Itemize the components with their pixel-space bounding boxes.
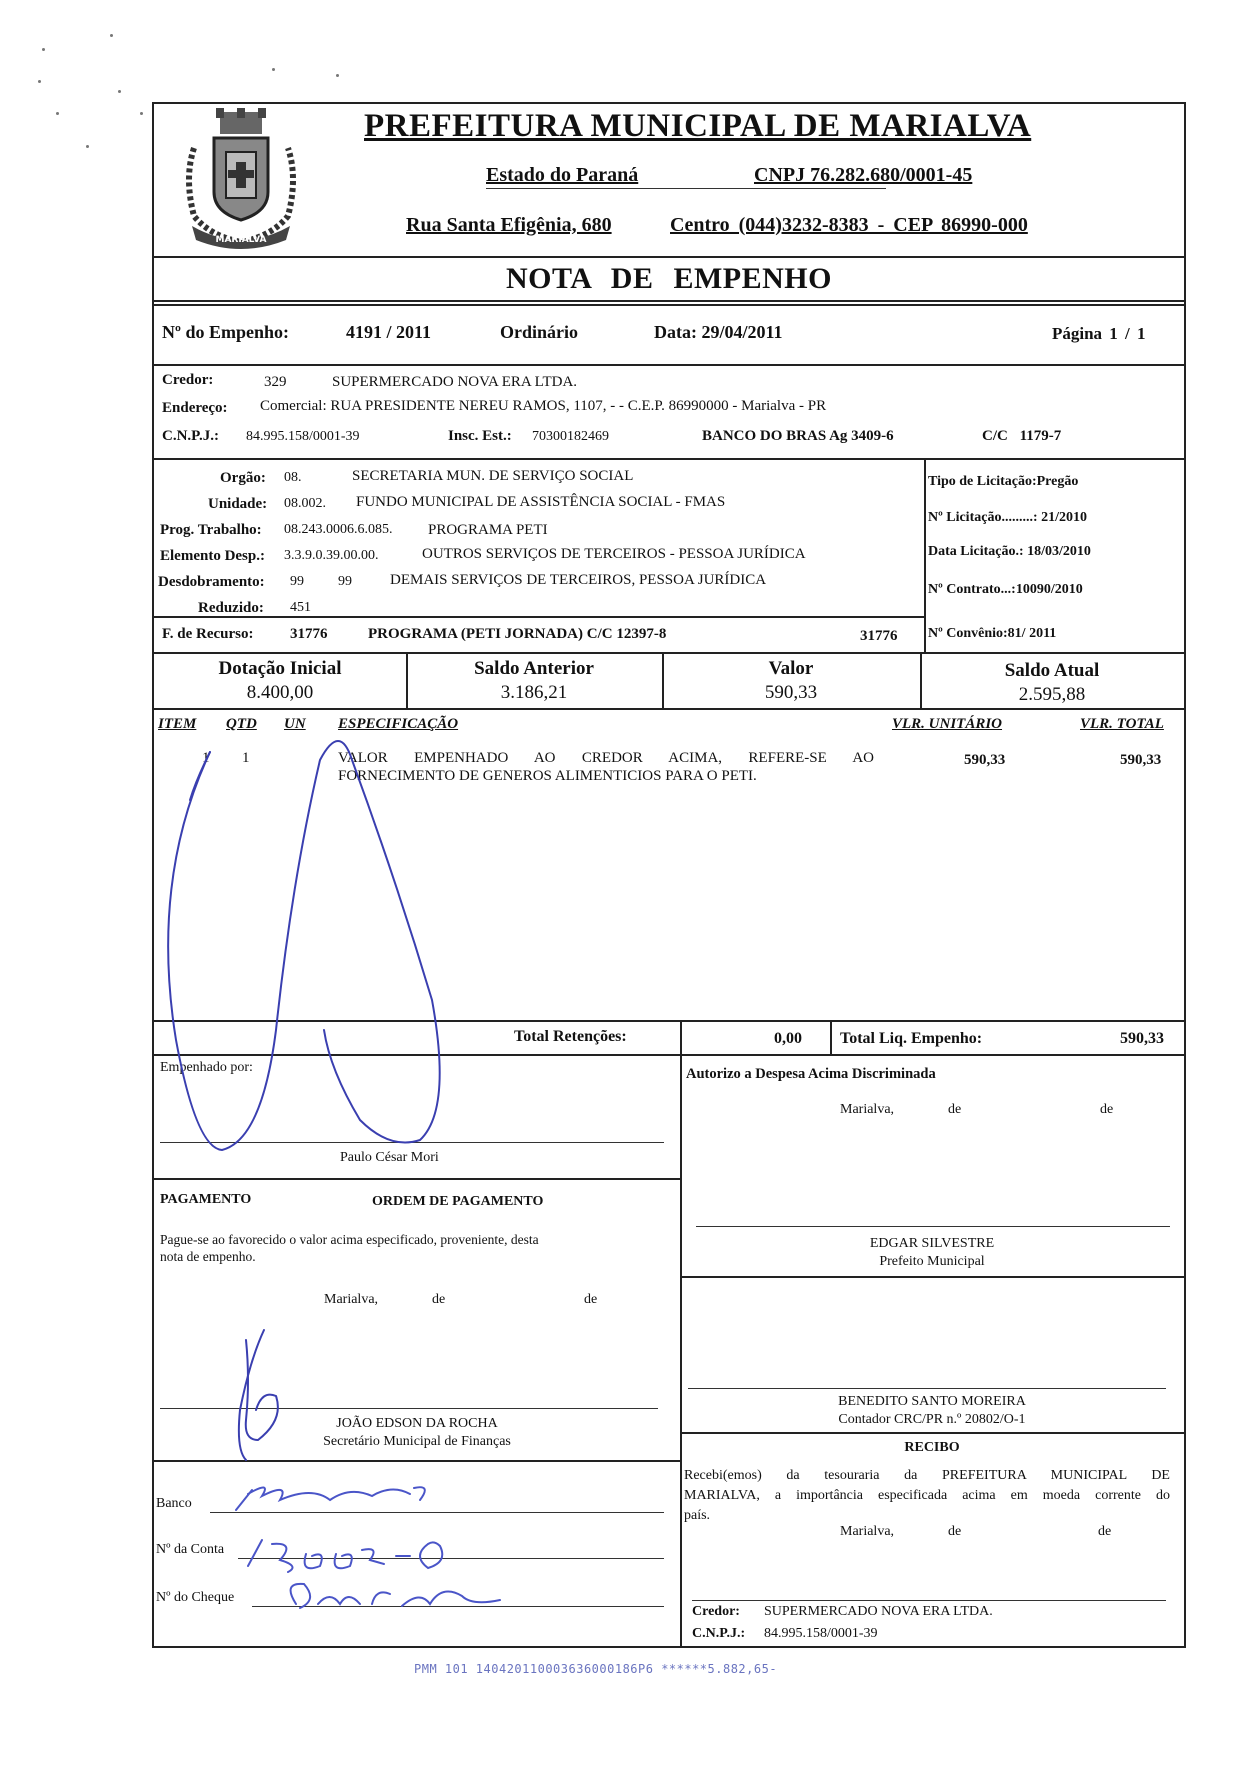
address-label: Endereço: [162, 400, 228, 416]
tipo-licitacao: Tipo de Licitação:Pregão [928, 474, 1079, 489]
recibo-credor-label: Credor: [692, 1604, 740, 1619]
autorizo-place: Marialva, [840, 1102, 895, 1117]
pagamento-text-line-2: nota de empenho. [160, 1249, 256, 1264]
desdobramento-code-a: 99 [290, 574, 304, 589]
fonte-recurso-code: 31776 [290, 626, 328, 642]
empenho-number: 4191 / 2011 [346, 322, 432, 342]
reduzido-label: Reduzido: [198, 600, 264, 616]
pagamento-de-2: de [584, 1292, 598, 1307]
footer-stamp: PMM 101 140420110003636000186P6 ******5.882,65- [414, 1662, 778, 1676]
item-number: 1 [202, 750, 210, 766]
unit-value-column-header: VLR. UNITÁRIO [892, 716, 1003, 732]
recibo-place: Marialva, [840, 1524, 895, 1539]
pagamento-label: PAGAMENTO [160, 1192, 252, 1207]
desdobramento-code-b: 99 [338, 574, 352, 589]
pagamento-place: Marialva, [324, 1292, 379, 1307]
pagamento-de-1: de [432, 1292, 446, 1307]
desdobramento-description: DEMAIS SERVIÇOS DE TERCEIROS, PESSOA JURÍDICA [390, 572, 767, 588]
municipality-address: Rua Santa Efigênia, 680 [406, 214, 612, 236]
elemento-description: OUTROS SERVIÇOS DE TERCEIROS - PESSOA JURÍDICA [422, 546, 806, 562]
saldo-anterior-value: 3.186,21 [500, 682, 568, 703]
recibo-text-line-3: país. [684, 1508, 711, 1523]
data-licitacao: Data Licitação.: 18/03/2010 [928, 544, 1091, 559]
secretary-role: Secretário Municipal de Finanças [323, 1434, 511, 1449]
total-retencoes-label: Total Retenções: [514, 1028, 627, 1045]
bank-account: C/C 1179-7 [982, 428, 1062, 444]
banco-label: Banco [156, 1496, 192, 1511]
conta-label: Nº da Conta [156, 1542, 225, 1557]
empenho-type: Ordinário [500, 322, 579, 342]
recibo-credor-name: SUPERMERCADO NOVA ERA LTDA. [764, 1604, 993, 1619]
item-unit-value: 590,33 [964, 752, 1006, 768]
bank-info: BANCO DO BRAS Ag 3409-6 [702, 428, 894, 444]
recibo-de-1: de [948, 1524, 962, 1539]
programa-description: PROGRAMA PETI [428, 522, 548, 538]
saldo-atual-label: Saldo Atual [1004, 660, 1100, 681]
item-specification-line-2: FORNECIMENTO DE GENEROS ALIMENTICIOS PARA O PETI. [338, 768, 757, 784]
autorizo-de-2: de [1100, 1102, 1114, 1117]
fonte-recurso-code-2: 31776 [860, 628, 898, 644]
saldo-anterior-label: Saldo Anterior [474, 658, 594, 679]
mayor-role: Prefeito Municipal [879, 1254, 985, 1269]
total-value-column-header: VLR. TOTAL [1080, 716, 1164, 732]
autorizo-label: Autorizo a Despesa Acima Discriminada [686, 1066, 936, 1082]
total-liquido-label: Total Liq. Empenho: [840, 1030, 983, 1047]
orgao-description: SECRETARIA MUN. DE SERVIÇO SOCIAL [352, 468, 634, 484]
dotacao-value: 8.400,00 [246, 682, 314, 703]
empenhado-name: Paulo César Mori [340, 1150, 439, 1165]
dotacao-label: Dotação Inicial [218, 658, 342, 679]
document-title: NOTA DE EMPENHO [506, 262, 832, 295]
secretary-name: JOÃO EDSON DA ROCHA [336, 1416, 498, 1431]
autorizo-de-1: de [948, 1102, 962, 1117]
unidade-description: FUNDO MUNICIPAL DE ASSISTÊNCIA SOCIAL - FMAS [356, 494, 726, 510]
unidade-code: 08.002. [284, 496, 326, 511]
valor-value: 590,33 [764, 682, 818, 703]
empenhado-label: Empenhado por: [160, 1060, 253, 1075]
accountant-role: Contador CRC/PR n.º 20802/O-1 [838, 1412, 1026, 1427]
valor-label: Valor [768, 658, 814, 679]
pagamento-text-line-1: Pague-se ao favorecido o valor acima especificado, proveniente, desta [160, 1232, 539, 1247]
qtd-column-header: QTD [226, 716, 257, 732]
unidade-label: Unidade: [208, 496, 268, 512]
recibo-title: RECIBO [904, 1440, 960, 1455]
item-specification-line-1: VALOR EMPENHADO AO CREDOR ACIMA, REFERE-SE AO [338, 750, 874, 766]
insc-value: 70300182469 [532, 429, 609, 444]
fonte-recurso-description: PROGRAMA (PETI JORNADA) C/C 12397-8 [368, 626, 667, 642]
total-liquido-value: 590,33 [1120, 1030, 1164, 1047]
municipality-cnpj: CNPJ 76.282.680/0001-45 [754, 164, 973, 186]
desdobramento-label: Desdobramento: [158, 574, 265, 590]
ordem-pagamento-title: ORDEM DE PAGAMENTO [372, 1194, 544, 1209]
credor-name: SUPERMERCADO NOVA ERA LTDA. [332, 374, 578, 390]
empenho-date: Data: 29/04/2011 [654, 322, 783, 342]
accountant-name: BENEDITO SANTO MOREIRA [838, 1394, 1026, 1409]
recibo-text-line-1: Recebi(emos) da tesouraria da PREFEITURA MUNICIPAL DE [684, 1468, 1170, 1483]
un-column-header: UN [284, 716, 306, 732]
total-retencoes-value: 0,00 [774, 1030, 802, 1047]
item-column-header: ITEM [158, 716, 197, 732]
credor-cnpj-label: C.N.P.J.: [162, 428, 219, 444]
recibo-cnpj-label: C.N.P.J.: [692, 1626, 746, 1641]
cheque-label: Nº do Cheque [156, 1590, 235, 1605]
credor-label: Credor: [162, 372, 214, 388]
recibo-de-2: de [1098, 1524, 1112, 1539]
state-name: Estado do Paraná [486, 164, 639, 186]
orgao-label: Orgão: [220, 470, 266, 486]
fonte-recurso-label: F. de Recurso: [162, 626, 254, 642]
recibo-text-line-2: MARIALVA, a importância especificada acima em moeda corrente do [684, 1488, 1170, 1503]
numero-licitacao: Nº Licitação.........: 21/2010 [928, 510, 1087, 525]
spec-column-header: ESPECIFICAÇÃO [338, 716, 459, 732]
item-quantity: 1 [242, 750, 250, 766]
credor-address: Comercial: RUA PRESIDENTE NEREU RAMOS, 1107, - - C.E.P. 86990000 - Marialva - PR [260, 398, 827, 414]
orgao-code: 08. [284, 470, 302, 485]
item-total-value: 590,33 [1120, 752, 1162, 768]
municipality-title: PREFEITURA MUNICIPAL DE MARIALVA [364, 108, 1032, 144]
elemento-code: 3.3.9.0.39.00.00. [284, 548, 379, 563]
programa-code: 08.243.0006.6.085. [284, 522, 393, 537]
elemento-label: Elemento Desp.: [160, 548, 265, 564]
numero-convenio: Nº Convênio:81/ 2011 [928, 626, 1057, 641]
mayor-name: EDGAR SILVESTRE [869, 1236, 995, 1251]
credor-code: 329 [264, 374, 287, 390]
numero-contrato: Nº Contrato...:10090/2010 [928, 582, 1083, 597]
reduzido-value: 451 [290, 600, 311, 615]
insc-label: Insc. Est.: [448, 428, 512, 444]
saldo-atual-value: 2.595,88 [1018, 684, 1086, 705]
credor-cnpj: 84.995.158/0001-39 [246, 429, 360, 444]
empenho-number-label: Nº do Empenho: [162, 322, 289, 342]
recibo-cnpj-value: 84.995.158/0001-39 [764, 1626, 878, 1641]
svg-text:MARIALVA: MARIALVA [215, 235, 267, 245]
programa-label: Prog. Trabalho: [160, 522, 262, 538]
page-number: Página 1 / 1 [1052, 324, 1146, 343]
municipality-contact: Centro (044)3232-8383 - CEP 86990-000 [670, 214, 1028, 236]
